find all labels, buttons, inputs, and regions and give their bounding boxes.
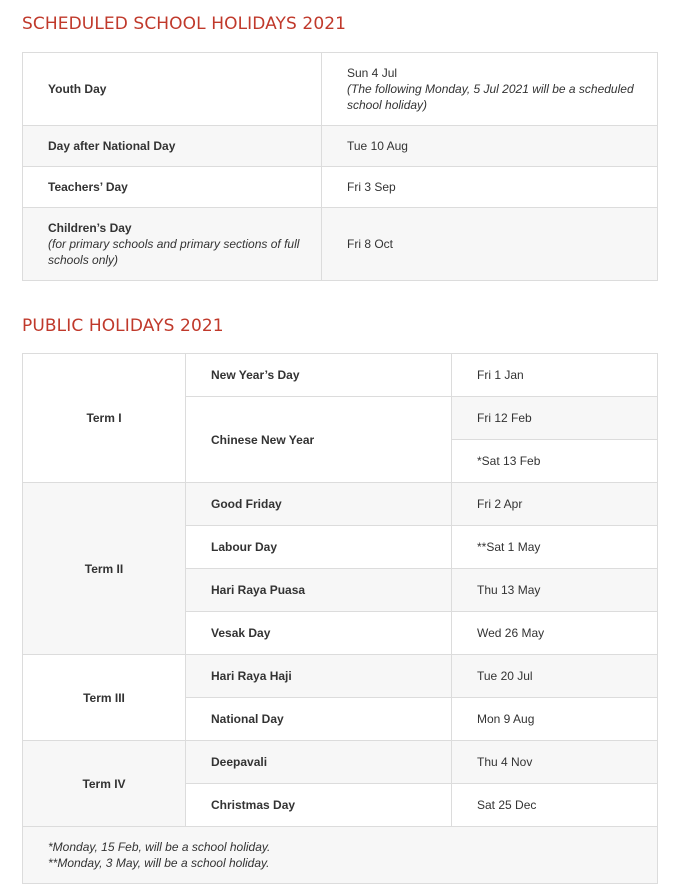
term-label: Term III	[23, 655, 186, 741]
holiday-date: Fri 3 Sep	[322, 167, 658, 208]
holiday-date: Fri 8 Oct	[322, 208, 658, 281]
holiday-date: Wed 26 May	[452, 612, 658, 655]
holiday-name: Vesak Day	[186, 612, 452, 655]
footnotes	[23, 827, 658, 884]
public-holidays-heading: PUBLIC HOLIDAYS 2021	[22, 316, 224, 336]
term-label: Term IV	[23, 741, 186, 827]
table-row	[23, 167, 658, 208]
holiday-name: Labour Day	[186, 526, 452, 569]
holiday-name: Hari Raya Puasa	[186, 569, 452, 612]
table-row	[23, 655, 658, 698]
holiday-date: Sat 25 Dec	[452, 784, 658, 827]
holiday-name: Chinese New Year	[186, 397, 452, 483]
holiday-date: *Sat 13 Feb	[452, 440, 658, 483]
holiday-name: Youth Day	[23, 53, 322, 126]
public-holidays-table	[22, 353, 658, 884]
holiday-name: Good Friday	[186, 483, 452, 526]
holiday-name: Christmas Day	[186, 784, 452, 827]
term-label: Term II	[23, 483, 186, 655]
table-row	[23, 208, 658, 281]
table-row	[23, 483, 658, 526]
holiday-date: Tue 10 Aug	[322, 126, 658, 167]
table-row	[23, 741, 658, 784]
holiday-name-note: (for primary schools and primary sections of full schools only)	[48, 237, 300, 267]
holiday-date: Tue 20 Jul	[452, 655, 658, 698]
holiday-name: Hari Raya Haji	[186, 655, 452, 698]
scheduled-holidays-heading: SCHEDULED SCHOOL HOLIDAYS 2021	[22, 14, 347, 34]
holiday-date: **Sat 1 May	[452, 526, 658, 569]
footnote: **Monday, 3 May, will be a school holiday.	[48, 856, 270, 870]
table-row	[23, 354, 658, 397]
holiday-date-note: (The following Monday, 5 Jul 2021 will be a scheduled school holiday)	[347, 82, 634, 112]
holiday-name: Deepavali	[186, 741, 452, 784]
footnote: *Monday, 15 Feb, will be a school holiday.	[48, 840, 271, 854]
holiday-date: Mon 9 Aug	[452, 698, 658, 741]
scheduled-holidays-table	[22, 52, 658, 281]
holiday-date: Thu 4 Nov	[452, 741, 658, 784]
holiday-name: National Day	[186, 698, 452, 741]
holiday-date: Sun 4 Jul	[347, 66, 398, 80]
holiday-date: Fri 2 Apr	[452, 483, 658, 526]
table-row	[23, 53, 658, 126]
holiday-name: New Year’s Day	[186, 354, 452, 397]
holiday-name: Children’s Day	[48, 221, 132, 235]
holiday-date: Thu 13 May	[452, 569, 658, 612]
holiday-name: Day after National Day	[23, 126, 322, 167]
holiday-name: Teachers’ Day	[23, 167, 322, 208]
table-row	[23, 126, 658, 167]
table-row	[23, 827, 658, 884]
holiday-date-cell	[322, 53, 658, 126]
holiday-date: Fri 12 Feb	[452, 397, 658, 440]
holiday-date: Fri 1 Jan	[452, 354, 658, 397]
holiday-name-cell	[23, 208, 322, 281]
term-label: Term I	[23, 354, 186, 483]
